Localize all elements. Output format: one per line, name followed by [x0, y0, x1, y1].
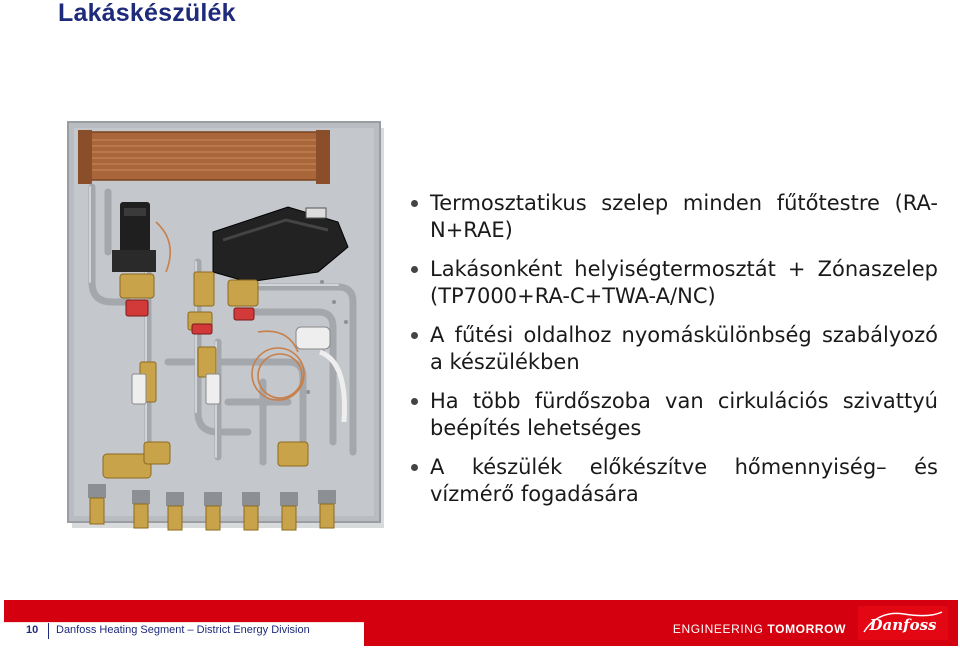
list-item: A fűtési oldalhoz nyomáskülönbség szabályozó a készülékben: [410, 322, 938, 376]
footer-division-text: Danfoss Heating Segment – District Energy Division: [56, 624, 310, 636]
footer-bar: [4, 600, 958, 646]
list-item: Lakásonként helyiségtermosztát + Zónaszelep (TP7000+RA-C+TWA-A/NC): [410, 256, 938, 310]
danfoss-logo-icon: [858, 606, 948, 640]
heating-unit-photo: [48, 112, 393, 542]
feature-list: [410, 190, 938, 520]
tagline-light: ENGINEERING: [672, 622, 768, 636]
footer-separator: [48, 623, 49, 639]
list-item: Ha több fürdőszoba van cirkulációs szivattyú beépítés lehetséges: [410, 388, 938, 442]
list-item: Termosztatikus szelep minden fűtőtestre (RA-N+RAE): [410, 190, 938, 244]
logo-wordmark: Danfoss: [869, 616, 937, 634]
page-number: 10: [26, 624, 39, 636]
tagline-bold: TOMORROW: [767, 622, 846, 636]
footer-tagline: [673, 622, 846, 636]
slide-title: Lakáskészülék: [58, 0, 236, 27]
list-item: A készülék előkészítve hőmennyiség– és vízmérő fogadására: [410, 454, 938, 508]
